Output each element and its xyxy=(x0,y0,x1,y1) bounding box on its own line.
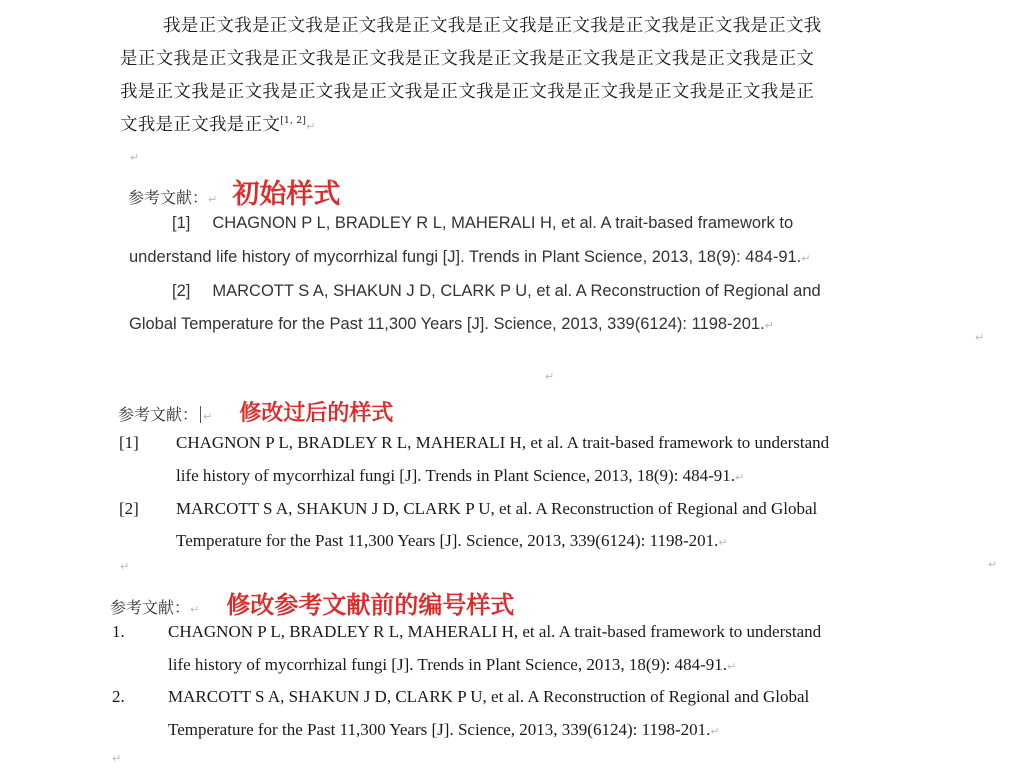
body-text-line-3: 我是正文我是正文我是正文我是正文我是正文我是正文我是正文我是正文我是正文我是正 xyxy=(120,82,815,102)
ref-number: [1] xyxy=(172,214,191,232)
ref-2-line-1: MARCOTT S A, SHAKUN J D, CLARK P U, et al. A Reconstruction of Regional and Global xyxy=(168,687,810,706)
ref-text: understand life history of mycorrhizal fungi [J]. Trends in Plant Science, 2013, 18(9): 484-91. xyxy=(129,248,802,266)
section2-heading xyxy=(118,396,393,427)
ref-1-line-1: CHAGNON P L, BRADLEY R L, MAHERALI H, et al. A trait-based framework to understand xyxy=(176,433,830,452)
paragraph-mark-icon: ↵ xyxy=(735,471,745,484)
paragraph-mark-icon: ↵ xyxy=(988,558,998,571)
ref-1-number: [1] xyxy=(119,433,139,452)
ref-2-number: [2] xyxy=(119,499,139,518)
body-text-line-4-text: 文我是正文我是正文 xyxy=(120,115,281,135)
section-title-numbering-style: 修改参考文献前的编号样式 xyxy=(226,591,515,619)
references-label: 参考文献： xyxy=(118,405,199,424)
ref-text: life history of mycorrhizal fungi [J]. Trends in Plant Science, 2013, 18(9): 484-91. xyxy=(176,466,736,485)
ref-2-line-2 xyxy=(168,720,720,740)
ref-1-line-1: CHAGNON P L, BRADLEY R L, MAHERALI H, et al. A trait-based framework to understand xyxy=(168,622,822,641)
text-cursor xyxy=(200,406,201,423)
ref-2-number: 2. xyxy=(112,687,125,706)
paragraph-mark-icon: ↵ xyxy=(545,370,555,383)
paragraph-mark-icon: ↵ xyxy=(306,120,316,133)
ref-1-line-2 xyxy=(129,248,811,267)
ref-2-line-2 xyxy=(176,531,728,551)
ref-2-line-1: MARCOTT S A, SHAKUN J D, CLARK P U, et al. A Reconstruction of Regional and Global xyxy=(176,499,818,518)
paragraph-mark-icon: ↵ xyxy=(203,410,213,423)
ref-1-number: 1. xyxy=(112,622,125,641)
references-label: 参考文献： xyxy=(110,598,191,617)
ref-text: life history of mycorrhizal fungi [J]. Trends in Plant Science, 2013, 18(9): 484-91. xyxy=(168,655,728,674)
body-text-line-2: 是正文我是正文我是正文我是正文我是正文我是正文我是正文我是正文我是正文我是正文 xyxy=(120,49,815,69)
paragraph-mark-icon: ↵ xyxy=(727,660,737,673)
section3-heading xyxy=(110,585,514,620)
paragraph-mark-icon: ↵ xyxy=(190,603,200,616)
body-text-line-4 xyxy=(120,111,316,136)
ref-2-line-2 xyxy=(129,315,774,334)
ref-number: [2] xyxy=(172,282,191,300)
paragraph-mark-icon: ↵ xyxy=(130,151,140,164)
ref-text: Temperature for the Past 11,300 Years [J]. Science, 2013, 339(6124): 1198-201. xyxy=(168,720,711,739)
paragraph-mark-icon: ↵ xyxy=(208,193,218,206)
paragraph-mark-icon: ↵ xyxy=(112,752,122,765)
ref-text: Temperature for the Past 11,300 Years [J]. Science, 2013, 339(6124): 1198-201. xyxy=(176,531,719,550)
body-text-line-1: 我是正文我是正文我是正文我是正文我是正文我是正文我是正文我是正文我是正文我 xyxy=(163,16,822,36)
citation-superscript: [1, 2] xyxy=(280,116,307,127)
section-title-initial-style: 初始样式 xyxy=(232,179,341,210)
paragraph-mark-icon: ↵ xyxy=(718,536,728,549)
ref-1-line-2 xyxy=(176,466,744,486)
section1-heading xyxy=(128,172,340,211)
paragraph-mark-icon: ↵ xyxy=(120,560,130,573)
ref-text: Global Temperature for the Past 11,300 Years [J]. Science, 2013, 339(6124): 1198-201. xyxy=(129,315,765,333)
section-title-modified-style: 修改过后的样式 xyxy=(239,401,394,426)
paragraph-mark-icon: ↵ xyxy=(710,725,720,738)
paragraph-mark-icon: ↵ xyxy=(975,331,985,344)
references-label: 参考文献： xyxy=(128,188,209,207)
paragraph-mark-icon: ↵ xyxy=(764,319,774,332)
ref-text: MARCOTT S A, SHAKUN J D, CLARK P U, et al. A Reconstruction of Regional and xyxy=(212,282,821,300)
ref-1-line-1 xyxy=(172,214,793,233)
ref-text: CHAGNON P L, BRADLEY R L, MAHERALI H, et al. A trait-based framework to xyxy=(212,214,794,232)
ref-1-line-2 xyxy=(168,655,736,675)
ref-2-line-1 xyxy=(172,282,821,301)
paragraph-mark-icon: ↵ xyxy=(801,252,811,265)
